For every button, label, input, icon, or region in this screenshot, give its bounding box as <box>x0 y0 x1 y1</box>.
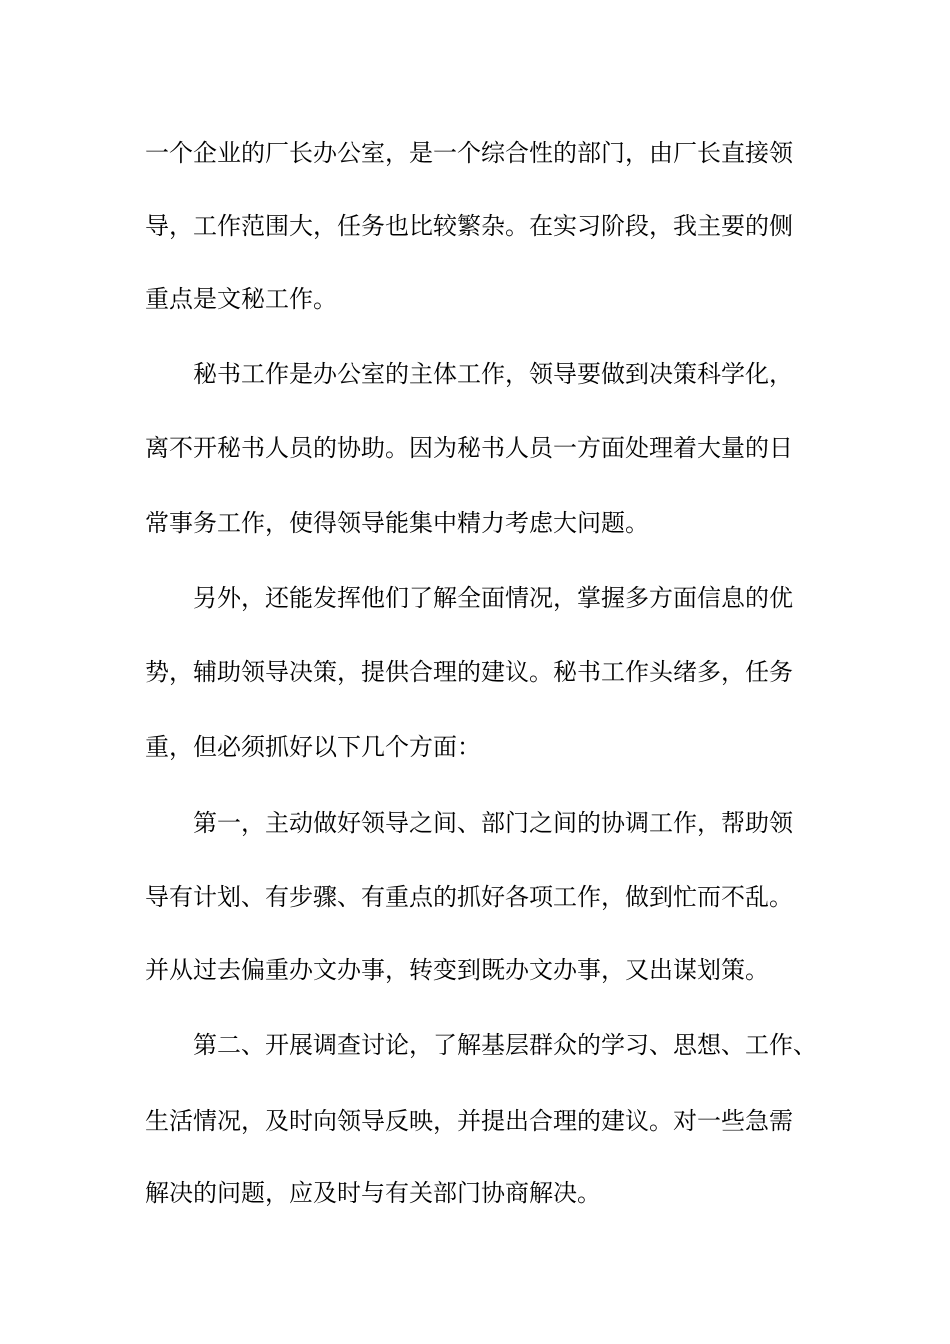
paragraph-line: 导有计划、有步骤、有重点的抓好各项工作，做到忙而不乱。 <box>145 883 793 911</box>
paragraph-line: 重，但必须抓好以下几个方面： <box>145 733 481 761</box>
paragraph-line: 常事务工作，使得领导能集中精力考虑大问题。 <box>145 509 649 537</box>
paragraph-line: 离不开秘书人员的协助。因为秘书人员一方面处理着大量的日 <box>145 434 793 462</box>
paragraph-line: 一个企业的厂长办公室，是一个综合性的部门，由厂长直接领 <box>145 139 793 167</box>
paragraph-line: 第二、开展调查讨论，了解基层群众的学习、思想、工作、 <box>193 1031 817 1059</box>
paragraph-line: 导，工作范围大，任务也比较繁杂。在实习阶段，我主要的侧 <box>145 212 793 240</box>
paragraph-line: 势，辅助领导决策，提供合理的建议。秘书工作头绪多，任务 <box>145 658 793 686</box>
paragraph-line: 并从过去偏重办文办事，转变到既办文办事，又出谋划策。 <box>145 956 769 984</box>
paragraph-line: 解决的问题，应及时与有关部门协商解决。 <box>145 1179 601 1207</box>
paragraph-line: 重点是文秘工作。 <box>145 285 337 313</box>
paragraph-line: 生活情况，及时向领导反映，并提出合理的建议。对一些急需 <box>145 1107 793 1135</box>
paragraph-line: 另外，还能发挥他们了解全面情况，掌握多方面信息的优 <box>193 584 793 612</box>
paragraph-line: 秘书工作是办公室的主体工作，领导要做到决策科学化， <box>193 360 793 388</box>
paragraph-line: 第一，主动做好领导之间、部门之间的协调工作，帮助领 <box>193 809 793 837</box>
